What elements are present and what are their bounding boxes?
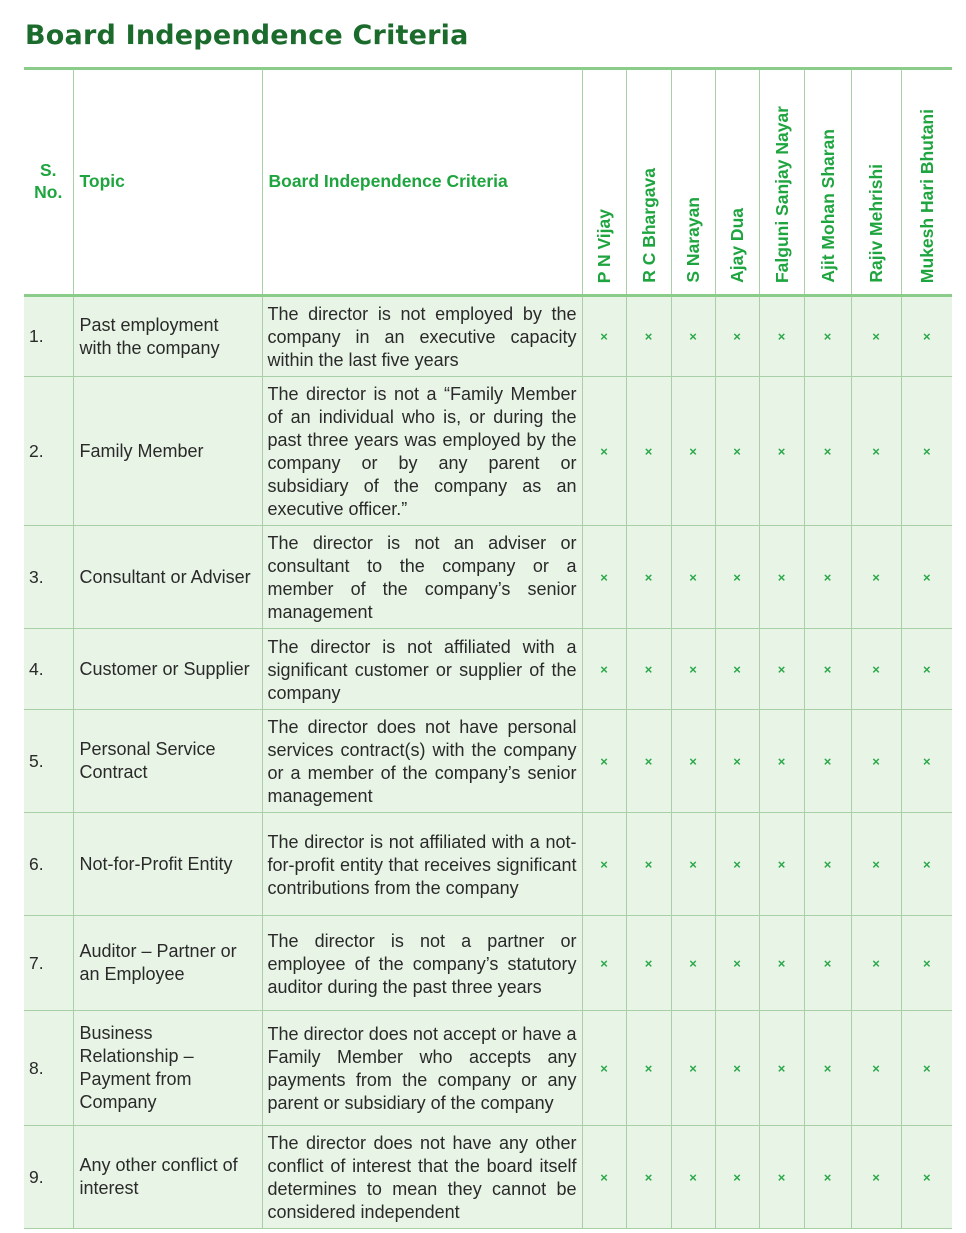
cross-mark-icon: × bbox=[901, 1126, 952, 1229]
cross-mark-icon: × bbox=[626, 1011, 671, 1126]
cross-mark-icon: × bbox=[626, 1126, 671, 1229]
cross-mark-icon: × bbox=[582, 526, 626, 629]
cross-mark-icon: × bbox=[759, 813, 804, 916]
table-row bbox=[24, 296, 952, 377]
row-criteria: The director is not affiliated with a significant customer or supplier of the company bbox=[262, 629, 582, 710]
row-sno: 2. bbox=[24, 377, 73, 526]
table-row bbox=[24, 1126, 952, 1229]
cross-mark-icon: × bbox=[671, 629, 715, 710]
row-sno: 7. bbox=[24, 916, 73, 1011]
cross-mark-icon: × bbox=[901, 710, 952, 813]
cross-mark-icon: × bbox=[715, 710, 759, 813]
row-sno: 6. bbox=[24, 813, 73, 916]
cross-mark-icon: × bbox=[715, 296, 759, 377]
cross-mark-icon: × bbox=[851, 296, 901, 377]
header-sno-line1: S. bbox=[39, 160, 57, 180]
row-criteria: The director is not a “Family Member of an individual who is, or during the past three years was employed by the company or by any parent or subsidiary of the company as an executive officer.” bbox=[262, 377, 582, 526]
cross-mark-icon: × bbox=[901, 629, 952, 710]
cross-mark-icon: × bbox=[671, 813, 715, 916]
cross-mark-icon: × bbox=[851, 1126, 901, 1229]
cross-mark-icon: × bbox=[671, 296, 715, 377]
cross-mark-icon: × bbox=[582, 296, 626, 377]
row-criteria: The director does not accept or have a Family Member who accepts any payments from the company or any parent or subsidiary of the company bbox=[262, 1011, 582, 1126]
cross-mark-icon: × bbox=[759, 1011, 804, 1126]
row-criteria: The director is not employed by the company in an executive capacity within the last five years bbox=[262, 296, 582, 377]
row-topic: Consultant or Adviser bbox=[73, 526, 262, 629]
cross-mark-icon: × bbox=[804, 377, 851, 526]
cross-mark-icon: × bbox=[851, 526, 901, 629]
cross-mark-icon: × bbox=[804, 1126, 851, 1229]
director-name: Falguni Sanjay Nayar bbox=[771, 105, 792, 283]
cross-mark-icon: × bbox=[804, 296, 851, 377]
header-director bbox=[901, 70, 952, 296]
cross-mark-icon: × bbox=[582, 813, 626, 916]
row-criteria: The director is not affiliated with a not-for-profit entity that receives significant contributions from the company bbox=[262, 813, 582, 916]
director-name: Ajit Mohan Sharan bbox=[817, 129, 838, 283]
director-name: Rajiv Mehrishi bbox=[866, 164, 886, 283]
table-row bbox=[24, 377, 952, 526]
cross-mark-icon: × bbox=[626, 813, 671, 916]
cross-mark-icon: × bbox=[626, 916, 671, 1011]
row-criteria: The director is not an adviser or consultant to the company or a member of the company’s senior management bbox=[262, 526, 582, 629]
cross-mark-icon: × bbox=[715, 1011, 759, 1126]
row-topic: Auditor – Partner or an Employee bbox=[73, 916, 262, 1011]
cross-mark-icon: × bbox=[851, 916, 901, 1011]
cross-mark-icon: × bbox=[759, 296, 804, 377]
row-topic: Personal Service Contract bbox=[73, 710, 262, 813]
page-title: Board Independence Criteria bbox=[25, 20, 469, 51]
header-criteria: Board Independence Criteria bbox=[262, 70, 582, 296]
cross-mark-icon: × bbox=[671, 1011, 715, 1126]
cross-mark-icon: × bbox=[671, 377, 715, 526]
table-row bbox=[24, 526, 952, 629]
cross-mark-icon: × bbox=[901, 916, 952, 1011]
director-name: Mukesh Hari Bhutani bbox=[916, 108, 937, 283]
cross-mark-icon: × bbox=[715, 629, 759, 710]
cross-mark-icon: × bbox=[901, 526, 952, 629]
cross-mark-icon: × bbox=[671, 916, 715, 1011]
cross-mark-icon: × bbox=[759, 377, 804, 526]
table-row bbox=[24, 710, 952, 813]
director-name: Ajay Dua bbox=[727, 208, 747, 283]
table-row bbox=[24, 1011, 952, 1126]
cross-mark-icon: × bbox=[804, 813, 851, 916]
director-name: R C Bhargava bbox=[638, 168, 659, 283]
cross-mark-icon: × bbox=[759, 916, 804, 1011]
header-director bbox=[759, 70, 804, 296]
cross-mark-icon: × bbox=[804, 629, 851, 710]
row-sno: 5. bbox=[24, 710, 73, 813]
cross-mark-icon: × bbox=[804, 1011, 851, 1126]
cross-mark-icon: × bbox=[851, 710, 901, 813]
row-topic: Past employment with the company bbox=[73, 296, 262, 377]
cross-mark-icon: × bbox=[804, 526, 851, 629]
row-topic: Customer or Supplier bbox=[73, 629, 262, 710]
header-director bbox=[582, 70, 626, 296]
cross-mark-icon: × bbox=[901, 1011, 952, 1126]
header-sno-line2: No. bbox=[34, 182, 63, 202]
header-sno bbox=[24, 70, 73, 296]
director-name: P N Vijay bbox=[594, 208, 614, 283]
row-topic: Family Member bbox=[73, 377, 262, 526]
cross-mark-icon: × bbox=[804, 710, 851, 813]
header-director bbox=[671, 70, 715, 296]
cross-mark-icon: × bbox=[715, 526, 759, 629]
cross-mark-icon: × bbox=[582, 629, 626, 710]
cross-mark-icon: × bbox=[582, 916, 626, 1011]
cross-mark-icon: × bbox=[759, 1126, 804, 1229]
cross-mark-icon: × bbox=[671, 710, 715, 813]
header-director bbox=[715, 70, 759, 296]
row-sno: 3. bbox=[24, 526, 73, 629]
cross-mark-icon: × bbox=[759, 526, 804, 629]
table-row bbox=[24, 629, 952, 710]
cross-mark-icon: × bbox=[901, 813, 952, 916]
cross-mark-icon: × bbox=[715, 916, 759, 1011]
cross-mark-icon: × bbox=[626, 296, 671, 377]
cross-mark-icon: × bbox=[804, 916, 851, 1011]
table-body bbox=[24, 296, 952, 1229]
cross-mark-icon: × bbox=[626, 377, 671, 526]
cross-mark-icon: × bbox=[851, 377, 901, 526]
cross-mark-icon: × bbox=[851, 1011, 901, 1126]
row-criteria: The director is not a partner or employee of the company’s statutory auditor during the past three years bbox=[262, 916, 582, 1011]
cross-mark-icon: × bbox=[759, 710, 804, 813]
cross-mark-icon: × bbox=[671, 526, 715, 629]
table-header bbox=[24, 70, 952, 296]
row-criteria: The director does not have any other conflict of interest that the board itself determines to mean they cannot be considered independent bbox=[262, 1126, 582, 1229]
row-topic: Business Relationship – Payment from Company bbox=[73, 1011, 262, 1126]
cross-mark-icon: × bbox=[582, 377, 626, 526]
row-sno: 1. bbox=[24, 296, 73, 377]
header-director bbox=[851, 70, 901, 296]
cross-mark-icon: × bbox=[582, 1126, 626, 1229]
cross-mark-icon: × bbox=[626, 710, 671, 813]
cross-mark-icon: × bbox=[715, 813, 759, 916]
cross-mark-icon: × bbox=[715, 1126, 759, 1229]
row-topic: Any other conflict of interest bbox=[73, 1126, 262, 1229]
row-sno: 9. bbox=[24, 1126, 73, 1229]
row-topic: Not-for-Profit Entity bbox=[73, 813, 262, 916]
cross-mark-icon: × bbox=[901, 296, 952, 377]
header-topic: Topic bbox=[73, 70, 262, 296]
cross-mark-icon: × bbox=[851, 629, 901, 710]
cross-mark-icon: × bbox=[626, 526, 671, 629]
director-name: S Narayan bbox=[683, 197, 703, 283]
independence-criteria-table bbox=[24, 70, 952, 1229]
cross-mark-icon: × bbox=[759, 629, 804, 710]
table-row bbox=[24, 813, 952, 916]
row-criteria: The director does not have personal services contract(s) with the company or a member of the company’s senior management bbox=[262, 710, 582, 813]
header-director bbox=[626, 70, 671, 296]
cross-mark-icon: × bbox=[901, 377, 952, 526]
cross-mark-icon: × bbox=[626, 629, 671, 710]
header-director bbox=[804, 70, 851, 296]
cross-mark-icon: × bbox=[582, 1011, 626, 1126]
table-row bbox=[24, 916, 952, 1011]
row-sno: 4. bbox=[24, 629, 73, 710]
cross-mark-icon: × bbox=[715, 377, 759, 526]
cross-mark-icon: × bbox=[851, 813, 901, 916]
cross-mark-icon: × bbox=[671, 1126, 715, 1229]
row-sno: 8. bbox=[24, 1011, 73, 1126]
cross-mark-icon: × bbox=[582, 710, 626, 813]
